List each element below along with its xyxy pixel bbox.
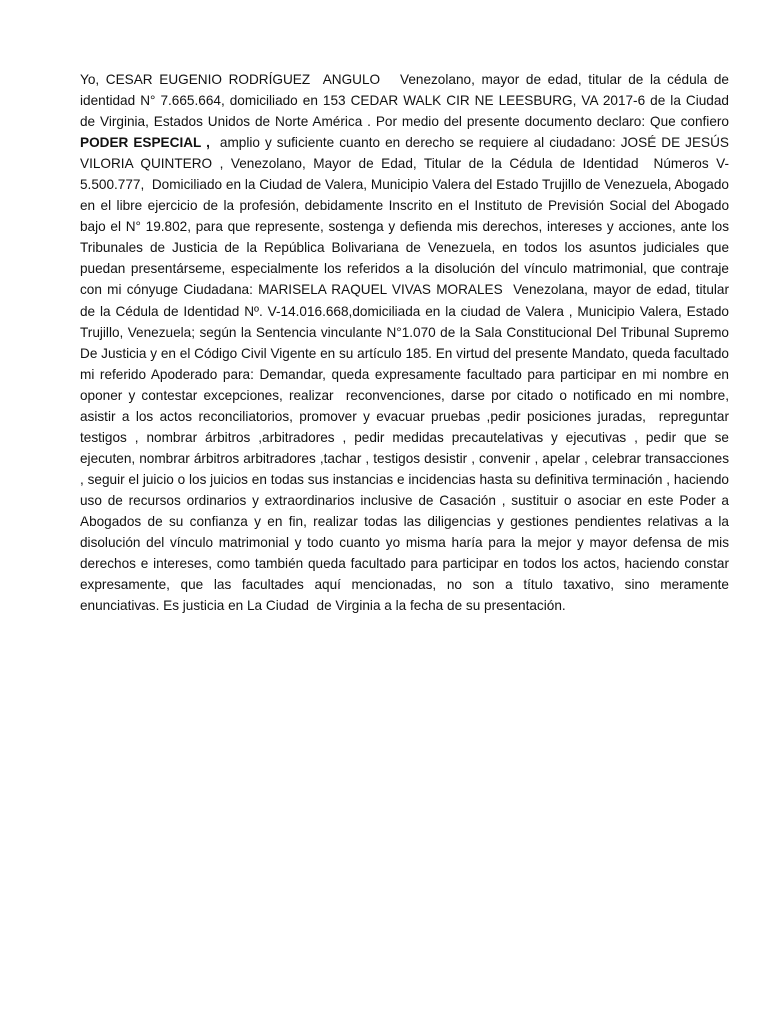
paragraph-opening-text: Yo, CESAR EUGENIO RODRÍGUEZ ANGULO Venezolano, mayor de edad, titular de la cédula de identidad N° 7.665.664, domiciliado en 153 CEDAR WALK CIR NE LEESBURG, VA 2017-6 de la Ciudad de Virginia, Estados Unidos de Norte América . Por medio del presente documento declaro: Que confiero <box>80 72 733 130</box>
paragraph-body-text: amplio y suficiente cuanto en derecho se requiere al ciudadano: JOSÉ DE JESÚS VILORIA QUINTERO , Venezolano, Mayor de Edad, Titular de la Cédula de Identidad Números V-5.500.777, Domiciliado en la Ciudad de Valera, Municipio Valera del Estado Trujillo de Venezuela, Abogado en el libre ejercicio de la profesión, debidamente Inscrito en el Instituto de Previsión Social del Abogado bajo el N° 19.802, para que represente, sostenga y defienda mis derechos, intereses y acciones, ante los Tribunales de Justicia de la República Bolivariana de Venezuela, en todos los asuntos judiciales que puedan presentárseme, especialmente los referidos a la disolución del vínculo matrimonial, que contraje con mi cónyuge Ciudadana: MARISELA RAQUEL VIVAS MORALES Venezolana, mayor de edad, titular de la Cédula de Identidad Nº. V-14.016.668,domiciliada en la ciudad de Valera , Municipio Valera, Estado Trujillo, Venezuela; según la Sentencia vinculante N°1.070 de la Sala Constitucional Del Tribunal Supremo De Justicia y en el Código Civil Vigente en su artículo 185. En virtud del presente Mandato, queda facultado mi referido Apoderado para: Demandar, queda expresamente facultado para participar en mi nombre en oponer y contestar excepciones, realizar reconvenciones, darse por citado o notificado en mi nombre, asistir a los actos reconciliatorios, promover y evacuar pruebas ,pedir posiciones juradas, repreguntar testigos , nombrar árbitros ,arbitradores , pedir medidas precautelativas y ejecutivas , pedir que se ejecuten, nombrar árbitros arbitradores ,tachar , testigos desistir , convenir , apelar , celebrar transacciones , seguir el juicio o los juicios en todas sus instancias e incidencias hasta su definitiva terminación , haciendo uso de recursos ordinarios y extraordinarios inclusive de Casación , sustituir o asociar en este Poder a Abogados de su confianza y en fin, realizar todas las diligencias y gestiones pendientes relativas a la disolución del vínculo matrimonial y todo cuanto yo misma haría para la mejor y mayor defensa de mis derechos e intereses, como también queda facultado para participar en todos los actos, haciendo constar expresamente, que las facultades aquí mencionadas, no son a título taxativo, sino meramente enunciativas. Es justicia en La Ciudad de Virginia a la fecha de su presentación. <box>80 135 737 614</box>
power-of-attorney-paragraph <box>80 69 737 616</box>
poder-especial-bold-text: PODER ESPECIAL , <box>80 135 210 151</box>
